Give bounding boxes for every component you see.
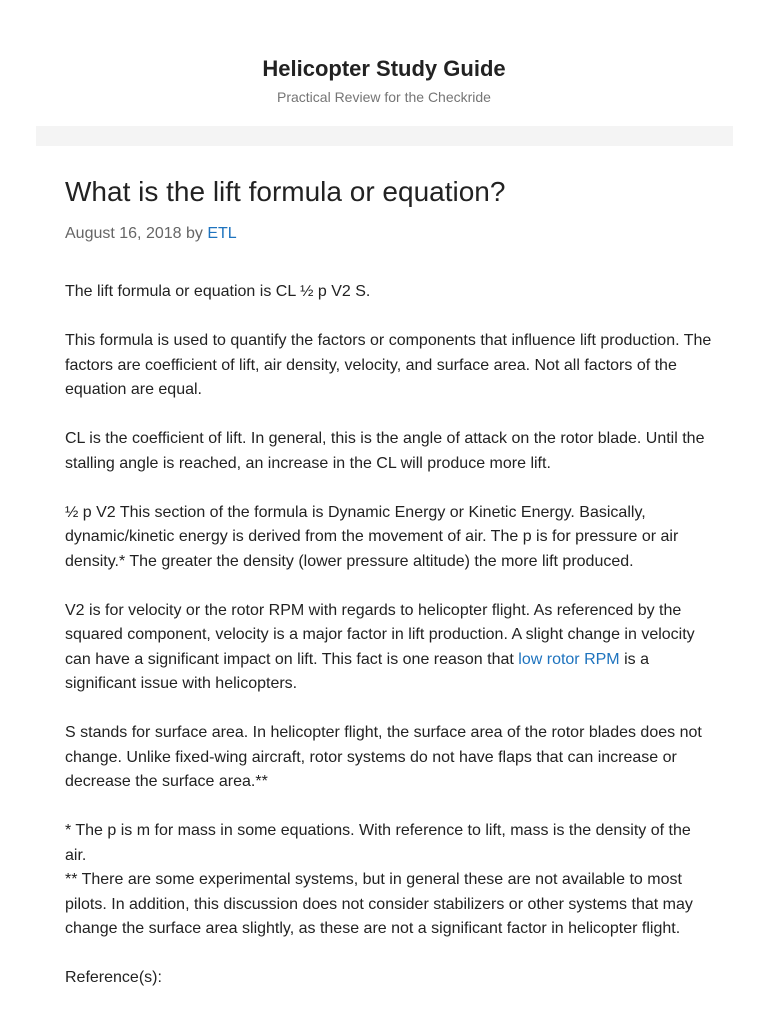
footnote-experimental: ** There are some experimental systems, but in general these are not available to most pilots. In addition, this discussion does not consider stabilizers or other systems that may change the surface area slightly, as these are not a significant factor in helicopter flight. — [65, 871, 693, 937]
references-label: Reference(s): — [65, 969, 162, 986]
footnote-mass: * The p is m for mass in some equations. With reference to lift, mass is the density of the air. — [65, 822, 691, 864]
site-tagline: Practical Review for the Checkride — [277, 89, 491, 105]
post-author-link[interactable]: ETL — [207, 225, 237, 242]
post-by-label: by — [186, 225, 203, 242]
post-article — [65, 170, 715, 1015]
paragraph-velocity — [65, 599, 715, 697]
navigation-bar — [36, 126, 733, 146]
post-content — [65, 280, 715, 991]
paragraph-velocity-text: V2 is for velocity or the rotor RPM with regards to helicopter flight. As referenced by the squared component, velocity is a major factor in lift production. A slight change in velocity can have a significant impact on lift. This fact is one reason that — [65, 601, 695, 668]
paragraph-velocity-text-end: is a significant issue with helicopters. — [65, 650, 649, 692]
paragraph-intro: The lift formula or equation is CL ½ p V2 S. — [65, 283, 371, 300]
post-title: What is the lift formula or equation? — [65, 176, 506, 207]
paragraph-factors: This formula is used to quantify the factors or components that influence lift production. The factors are coefficient of lift, air density, velocity, and surface area. Not all factors of the equation are equal. — [65, 332, 712, 398]
post-date: August 16, 2018 — [65, 225, 182, 242]
paragraph-coefficient: CL is the coefficient of lift. In general, this is the angle of attack on the rotor blade. Until the stalling angle is reached, an increase in the CL will produce more lift. — [65, 430, 705, 472]
post-meta — [65, 222, 715, 246]
paragraph-surface-area: S stands for surface area. In helicopter flight, the surface area of the rotor blades does not change. Unlike fixed-wing aircraft, rotor systems do not have flaps that can increase or decrease the surface area.** — [65, 724, 702, 790]
site-title-link[interactable]: Helicopter Study Guide — [262, 56, 506, 81]
low-rotor-rpm-link[interactable]: low rotor RPM — [518, 650, 620, 668]
paragraph-dynamic-energy: ½ p V2 This section of the formula is Dynamic Energy or Kinetic Energy. Basically, dynamic/kinetic energy is derived from the movement of air. The p is for pressure or air density.* The greater the density (lower pressure altitude) the more lift produced. — [65, 503, 679, 570]
site-header — [0, 0, 768, 126]
